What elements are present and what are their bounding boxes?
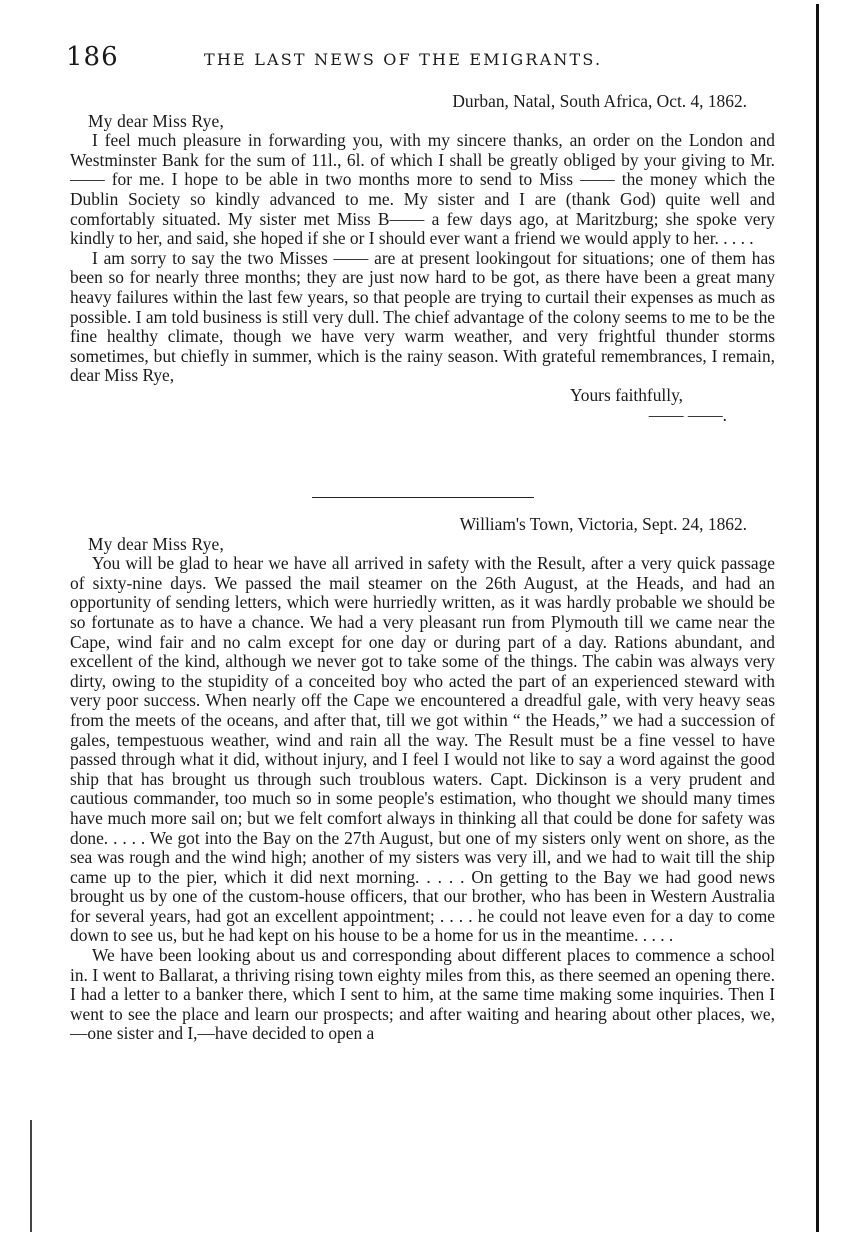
letter-durban [70,92,775,425]
letter-dateline: William's Town, Victoria, Sept. 24, 1862. [459,514,747,534]
letter-paragraph: I feel much pleasure in forwarding you, with my sincere thanks, an order on the London and Westminster Bank for the sum of 11l., 6l. of which I shall be greatly obliged by your giving to Mr. —— for me. I hope to be able in two months more to send to Miss —— the money which the Dublin Society so kindly advanced to me. My sister and I are (thank God) quite well and comfortably situated. My sister met Miss B—— a few days ago, at Maritzburg; she spoke very kindly to her, and said, she hoped if she or I should ever want a friend we would apply to her. . . . . [70,130,775,249]
running-title: THE LAST NEWS OF THE EMIGRANTS. [204,50,603,69]
section-divider [312,497,534,498]
page-number: 186 [66,42,119,72]
letter-salutation: My dear Miss Rye, [88,110,225,131]
letter-paragraph: I am sorry to say the two Misses —— are at present lookingout for situations; one of them has been so for nearly three months; they are just now hard to be got, as there have been a great many heavy failures within the last few years, so that people are trying to curtail their expenses as much as possible. I am told business is still very dull. The chief advantage of the colony seems to me to be the fine healthy climate, though we have very warm weather, and very frightful thunder storms sometimes, but chiefly in summer, which is the rainy season. With grateful remembrances, I remain, dear Miss Rye, [70,247,775,386]
letter-salutation: My dear Miss Rye, [88,533,225,554]
page-header [66,42,786,76]
letter-paragraph: We have been looking about us and corresponding about different places to commence a school in. I went to Ballarat, a thriving rising town eighty miles from this, as there seemed an opening there. I had a letter to a banker there, which I sent to him, at the same time making some inquiries. Then I went to see the place and learn our prospects; and after waiting and hearing about other places, we,—one sister and I,—have decided to open a [70,945,775,1044]
letter-williams-town [70,515,775,1044]
margin-mark [30,1120,32,1232]
letter-dateline: Durban, Natal, South Africa, Oct. 4, 1862. [452,91,747,111]
letter-signature: —— ——. [648,404,727,425]
page-edge-rule [816,4,819,1232]
letter-paragraph: You will be glad to hear we have all arrived in safety with the Result, after a very quick passage of sixty-nine days. We passed the mail steamer on the 26th August, at the Heads, and had an opportunity of sending letters, which were hurriedly written, as it was hardly probable we should be so fortunate as to have a chance. We had a very pleasant run from Plymouth till we came near the Cape, wind fair and no calm except for one day or during part of a day. Rations abundant, and excellent of the kind, although we never got to take some of the things. The cabin was always very dirty, owing to the stupidity of a conceited boy who acted the part of an experienced steward with very poor success. When nearly off the Cape we encountered a dreadful gale, with very heavy seas from the meets of the oceans, and after that, till we got within “ the Heads,” we had a succession of gales, tempestuous weather, wind and rain all the way. The Result must be a fine vessel to have passed through what it did, without injury, and I feel I would not like to say a word against the good ship that has brought us through such troublous waters. Capt. Dickinson is a very prudent and cautious commander, too much so in some people's estimation, who thought we should many times have much more sail on; but we felt comfort always in thinking all that could be done for safety was done. . . . . We got into the Bay on the 27th August, but one of my sisters only went on shore, as the sea was rough and the wind high; another of my sisters was very ill, and we had to wait till the ship came up to the pier, which it did next morning. . . . . On getting to the Bay we had good news brought us by one of the custom-house officers, that our brother, who has been in Western Australia for several years, had got an excellent appointment; . . . . he could not leave even for a day to come down to see us, but he had kept on his house to be a home for us in the meantime. . . . . [70,553,775,946]
letter-closing: Yours faithfully, [569,384,683,405]
